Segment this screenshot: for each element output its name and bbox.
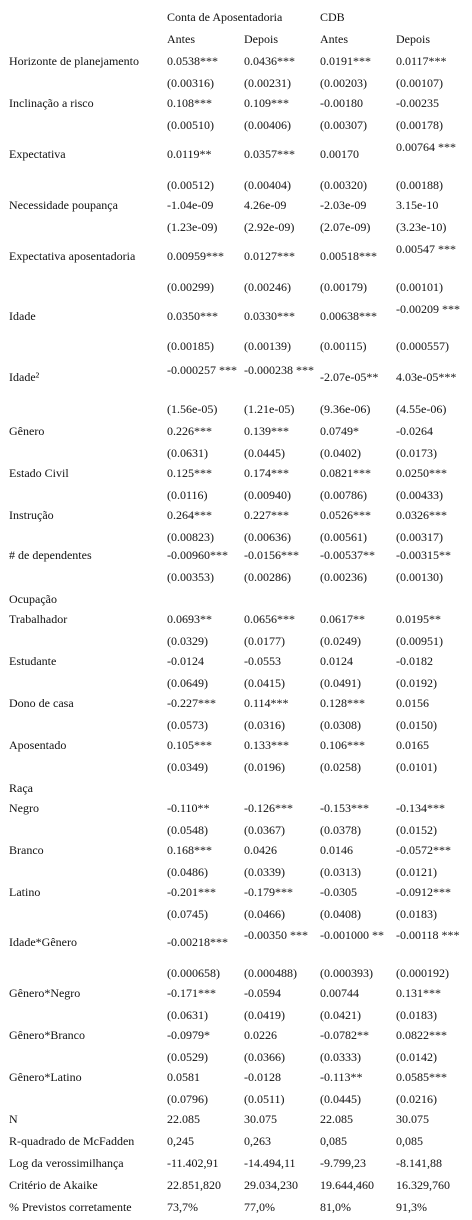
coefficient-cell: -0.00350 ***	[244, 928, 308, 942]
coefficient-cell: -0.00315**	[396, 548, 451, 562]
coefficient-cell: 73,7%	[167, 1200, 198, 1214]
coefficient-cell: 0.0191***	[320, 54, 371, 68]
row-label-aposentado: Aposentado	[9, 738, 67, 752]
coefficient-cell: -0.0594	[244, 986, 281, 1000]
std-error-cell: (0.0329)	[167, 634, 208, 648]
std-error-cell: (0.0116)	[167, 488, 208, 502]
std-error-cell: (0.00286)	[244, 570, 291, 584]
coefficient-cell: -0.0124	[167, 654, 204, 668]
row-label-latino: Latino	[9, 885, 41, 899]
coefficient-cell: -2.03e-09	[320, 198, 367, 212]
std-error-cell: (1.23e-09)	[167, 220, 218, 234]
coefficient-cell: 0.00547 ***	[396, 242, 456, 256]
std-error-cell: (0.00320)	[320, 178, 367, 192]
row-label-estudante: Estudante	[9, 654, 57, 668]
coefficient-cell: 0.0749*	[320, 424, 359, 438]
std-error-cell: (0.0745)	[167, 907, 208, 921]
coefficient-cell: 29.034,230	[244, 1178, 298, 1192]
std-error-cell: (0.00404)	[244, 178, 291, 192]
std-error-cell: (0.00951)	[396, 634, 443, 648]
coefficient-cell: 0.0127***	[244, 249, 295, 263]
coefficient-cell: 0.109***	[244, 96, 289, 110]
std-error-cell: (0.0445)	[244, 446, 285, 460]
std-error-cell: (0.00317)	[396, 530, 443, 544]
coefficient-cell: 0.0357***	[244, 147, 295, 161]
coefficient-cell: -0.000257 ***	[167, 363, 237, 377]
coefficient-cell: 0.00959***	[167, 249, 224, 263]
std-error-cell: (0.0121)	[396, 865, 437, 879]
coefficient-cell: 0.0656***	[244, 612, 295, 626]
coefficient-cell: 0.0821***	[320, 466, 371, 480]
std-error-cell: (0.0631)	[167, 1008, 208, 1022]
coefficient-cell: 0.0822***	[396, 1028, 447, 1042]
row-label-horizonte-de-planejamento: Horizonte de planejamento	[9, 54, 139, 68]
coefficient-cell: 0.0693**	[167, 612, 212, 626]
coefficient-cell: -0.0264	[396, 424, 433, 438]
std-error-cell: (0.0339)	[244, 865, 285, 879]
std-error-cell: (2.07e-09)	[320, 220, 371, 234]
std-error-cell: (0.0177)	[244, 634, 285, 648]
coefficient-cell: -0.0782**	[320, 1028, 369, 1042]
std-error-cell: (0.0366)	[244, 1050, 285, 1064]
coefficient-cell: -0.110**	[167, 801, 210, 815]
coefficient-cell: 0.114***	[244, 696, 289, 710]
coefficient-cell: 0.0156	[396, 696, 429, 710]
std-error-cell: (0.0173)	[396, 446, 437, 460]
coefficient-cell: -0.0128	[244, 1070, 281, 1084]
row-label-instrucao: Instrução	[9, 508, 54, 522]
row-label-ocupacao: Ocupação	[9, 592, 57, 606]
std-error-cell: (0.0466)	[244, 907, 285, 921]
std-error-cell: (0.00130)	[396, 570, 443, 584]
std-error-cell: (0.00101)	[396, 280, 443, 294]
std-error-cell: (0.00179)	[320, 280, 367, 294]
coefficient-cell: -0.00537**	[320, 548, 375, 562]
std-error-cell: (0.0142)	[396, 1050, 437, 1064]
coefficient-cell: 0.131***	[396, 986, 441, 1000]
row-label-de-dependentes: # de dependentes	[9, 548, 92, 562]
row-label-expectativa-aposentadoria: Expectativa aposentadoria	[9, 249, 136, 263]
std-error-cell: (0.00561)	[320, 530, 367, 544]
coefficient-cell: -0.00235	[396, 96, 439, 110]
coefficient-cell: 3.15e-10	[396, 198, 439, 212]
coefficient-cell: 77,0%	[244, 1200, 275, 1214]
coefficient-cell: -8.141,88	[396, 1156, 442, 1170]
coefficient-cell: -0.113**	[320, 1070, 363, 1084]
coefficient-cell: 0.174***	[244, 466, 289, 480]
coefficient-cell: -0.00209 ***	[396, 302, 460, 316]
std-error-cell: (0.00316)	[167, 76, 214, 90]
std-error-cell: (0.0313)	[320, 865, 361, 879]
std-error-cell: (0.00510)	[167, 118, 214, 132]
coefficient-cell: 0.0617**	[320, 612, 365, 626]
coefficient-cell: 0.139***	[244, 424, 289, 438]
subheader-depois-1: Depois	[244, 32, 278, 46]
coefficient-cell: -0.0553	[244, 654, 281, 668]
std-error-cell: (0.0192)	[396, 676, 437, 690]
coefficient-cell: -0.179***	[244, 885, 293, 899]
row-label-idade-genero: Idade*Gênero	[9, 935, 77, 949]
std-error-cell: (0.0796)	[167, 1092, 208, 1106]
std-error-cell: (0.00107)	[396, 76, 443, 90]
std-error-cell: (0.00406)	[244, 118, 291, 132]
std-error-cell: (0.0419)	[244, 1008, 285, 1022]
std-error-cell: (0.0249)	[320, 634, 361, 648]
std-error-cell: (0.0631)	[167, 446, 208, 460]
coefficient-cell: -0.0182	[396, 654, 433, 668]
row-label-genero-latino: Gênero*Latino	[9, 1070, 82, 1084]
std-error-cell: (0.00246)	[244, 280, 291, 294]
coefficient-cell: 0.108***	[167, 96, 212, 110]
coefficient-cell: -0.126***	[244, 801, 293, 815]
std-error-cell: (0.0333)	[320, 1050, 361, 1064]
std-error-cell: (0.00433)	[396, 488, 443, 502]
coefficient-cell: 0.105***	[167, 738, 212, 752]
coefficient-cell: 0.0585***	[396, 1070, 447, 1084]
std-error-cell: (0.00203)	[320, 76, 367, 90]
std-error-cell: (0.0486)	[167, 865, 208, 879]
coefficient-cell: 0.0330***	[244, 309, 295, 323]
coefficient-cell: 0.00518***	[320, 249, 377, 263]
coefficient-cell: 0.0165	[396, 738, 429, 752]
group-header-cdb: CDB	[320, 10, 345, 24]
row-label-genero: Gênero	[9, 424, 45, 438]
coefficient-cell: -2.07e-05**	[320, 370, 379, 384]
coefficient-cell: 0,263	[244, 1134, 271, 1148]
coefficient-cell: 22.085	[320, 1112, 353, 1126]
coefficient-cell: 4.26e-09	[244, 198, 287, 212]
coefficient-cell: -0.00218***	[167, 935, 228, 949]
row-label-idade: Idade	[9, 309, 36, 323]
std-error-cell: (0.0216)	[396, 1092, 437, 1106]
coefficient-cell: 30.075	[396, 1112, 429, 1126]
coefficient-cell: 22.851,820	[167, 1178, 221, 1192]
std-error-cell: (0.000192)	[396, 966, 449, 980]
coefficient-cell: 0.0350***	[167, 309, 218, 323]
std-error-cell: (9.36e-06)	[320, 402, 371, 416]
std-error-cell: (3.23e-10)	[396, 220, 447, 234]
subheader-antes-2: Antes	[320, 32, 348, 46]
coefficient-cell: 0.0226	[244, 1028, 277, 1042]
coefficient-cell: -14.494,11	[244, 1156, 296, 1170]
std-error-cell: (4.55e-06)	[396, 402, 447, 416]
std-error-cell: (0.00786)	[320, 488, 367, 502]
coefficient-cell: -9.799,23	[320, 1156, 366, 1170]
std-error-cell: (0.0308)	[320, 718, 361, 732]
coefficient-cell: 0.106***	[320, 738, 365, 752]
coefficient-cell: 0.128***	[320, 696, 365, 710]
std-error-cell: (0.0402)	[320, 446, 361, 460]
std-error-cell: (0.0378)	[320, 823, 361, 837]
coefficient-cell: 0.0538***	[167, 54, 218, 68]
coefficient-cell: -0.0156***	[244, 548, 299, 562]
coefficient-cell: 0.226***	[167, 424, 212, 438]
row-label-estado-civil: Estado Civil	[9, 466, 69, 480]
std-error-cell: (0.0408)	[320, 907, 361, 921]
std-error-cell: (0.0511)	[244, 1092, 285, 1106]
coefficient-cell: -0.000238 ***	[244, 363, 314, 377]
std-error-cell: (0.0445)	[320, 1092, 361, 1106]
coefficient-cell: 0.00764 ***	[396, 140, 456, 154]
std-error-cell: (0.00115)	[320, 339, 367, 353]
std-error-cell: (0.00636)	[244, 530, 291, 544]
coefficient-cell: 0.0250***	[396, 466, 447, 480]
coefficient-cell: 0.227***	[244, 508, 289, 522]
std-error-cell: (0.0183)	[396, 1008, 437, 1022]
row-label-genero-negro: Gênero*Negro	[9, 986, 81, 1000]
coefficient-cell: 0,245	[167, 1134, 194, 1148]
std-error-cell: (0.0415)	[244, 676, 285, 690]
coefficient-cell: 0.00170	[320, 147, 359, 161]
std-error-cell: (0.0196)	[244, 760, 285, 774]
row-label-r-quadrado-de-mcfadden: R-quadrado de McFadden	[9, 1134, 135, 1148]
coefficient-cell: 91,3%	[396, 1200, 427, 1214]
coefficient-cell: 0.0326***	[396, 508, 447, 522]
coefficient-cell: 0.0526***	[320, 508, 371, 522]
std-error-cell: (1.56e-05)	[167, 402, 218, 416]
coefficient-cell: 0.125***	[167, 466, 212, 480]
coefficient-cell: -0.227***	[167, 696, 216, 710]
std-error-cell: (0.00940)	[244, 488, 291, 502]
std-error-cell: (0.0349)	[167, 760, 208, 774]
coefficient-cell: -0.00118 ***	[396, 928, 460, 942]
coefficient-cell: 0.0426	[244, 843, 277, 857]
row-label-inclinacao-a-risco: Inclinação a risco	[9, 96, 94, 110]
std-error-cell: (0.00353)	[167, 570, 214, 584]
std-error-cell: (0.0529)	[167, 1050, 208, 1064]
std-error-cell: (0.0316)	[244, 718, 285, 732]
row-label-branco: Branco	[9, 843, 44, 857]
std-error-cell: (1.21e-05)	[244, 402, 295, 416]
coefficient-cell: 0.0146	[320, 843, 353, 857]
coefficient-cell: 0,085	[396, 1134, 423, 1148]
coefficient-cell: -11.402,91	[167, 1156, 219, 1170]
row-label-log-da-verossimilhanca: Log da verossimilhança	[9, 1156, 124, 1170]
coefficient-cell: -0.00180	[320, 96, 363, 110]
std-error-cell: (0.000488)	[244, 966, 297, 980]
row-label-previstos-corretamente: % Previstos corretamente	[9, 1200, 132, 1214]
coefficient-cell: 0.00744	[320, 986, 359, 1000]
coefficient-cell: -0.001000 **	[320, 928, 384, 942]
coefficient-cell: 0.0436***	[244, 54, 295, 68]
coefficient-cell: 0.0581	[167, 1070, 200, 1084]
row-label-dono-de-casa: Dono de casa	[9, 696, 74, 710]
std-error-cell: (0.00185)	[167, 339, 214, 353]
coefficient-cell: 0.0195**	[396, 612, 441, 626]
row-label-necessidade-poupanca: Necessidade poupança	[9, 198, 118, 212]
coefficient-cell: -0.00960***	[167, 548, 228, 562]
coefficient-cell: 0.0117***	[396, 54, 447, 68]
std-error-cell: (0.0101)	[396, 760, 437, 774]
coefficient-cell: 81,0%	[320, 1200, 351, 1214]
std-error-cell: (0.00231)	[244, 76, 291, 90]
coefficient-cell: -0.153***	[320, 801, 369, 815]
coefficient-cell: 0.0119**	[167, 147, 212, 161]
std-error-cell: (0.000658)	[167, 966, 220, 980]
std-error-cell: (0.0150)	[396, 718, 437, 732]
row-label-negro: Negro	[9, 801, 39, 815]
std-error-cell: (0.0183)	[396, 907, 437, 921]
coefficient-cell: -0.201***	[167, 885, 216, 899]
row-label-expectativa: Expectativa	[9, 147, 66, 161]
coefficient-cell: 0.00638***	[320, 309, 377, 323]
std-error-cell: (0.00188)	[396, 178, 443, 192]
std-error-cell: (0.0491)	[320, 676, 361, 690]
std-error-cell: (0.00236)	[320, 570, 367, 584]
coefficient-cell: -0.134***	[396, 801, 445, 815]
std-error-cell: (0.0367)	[244, 823, 285, 837]
coefficient-cell: 4.03e-05***	[396, 370, 457, 384]
coefficient-cell: 30.075	[244, 1112, 277, 1126]
std-error-cell: (0.00139)	[244, 339, 291, 353]
std-error-cell: (0.00512)	[167, 178, 214, 192]
coefficient-cell: 0.168***	[167, 843, 212, 857]
std-error-cell: (0.00307)	[320, 118, 367, 132]
coefficient-cell: -0.0572***	[396, 843, 451, 857]
subheader-depois-2: Depois	[396, 32, 430, 46]
std-error-cell: (0.000557)	[396, 339, 449, 353]
row-label-criterio-de-akaike: Critério de Akaike	[9, 1178, 98, 1192]
coefficient-cell: 0.0124	[320, 654, 353, 668]
std-error-cell: (0.000393)	[320, 966, 373, 980]
coefficient-cell: -1.04e-09	[167, 198, 214, 212]
coefficient-cell: 0.264***	[167, 508, 212, 522]
row-label-n: N	[9, 1112, 18, 1126]
coefficient-cell: 19.644,460	[320, 1178, 374, 1192]
std-error-cell: (0.0258)	[320, 760, 361, 774]
row-label-genero-branco: Gênero*Branco	[9, 1028, 85, 1042]
row-label-trabalhador: Trabalhador	[9, 612, 68, 626]
std-error-cell: (0.00823)	[167, 530, 214, 544]
coefficient-cell: -0.171***	[167, 986, 216, 1000]
coefficient-cell: 0,085	[320, 1134, 347, 1148]
std-error-cell: (2.92e-09)	[244, 220, 295, 234]
subheader-antes-1: Antes	[167, 32, 195, 46]
coefficient-cell: 0.133***	[244, 738, 289, 752]
coefficient-cell: -0.0979*	[167, 1028, 210, 1042]
group-header-retirement-account: Conta de Aposentadoria	[167, 10, 283, 24]
std-error-cell: (0.0548)	[167, 823, 208, 837]
coefficient-cell: 22.085	[167, 1112, 200, 1126]
std-error-cell: (0.00299)	[167, 280, 214, 294]
row-label-raca: Raça	[9, 781, 33, 795]
row-label-idade: Idade²	[9, 370, 40, 384]
std-error-cell: (0.0573)	[167, 718, 208, 732]
coefficient-cell: -0.0305	[320, 885, 357, 899]
std-error-cell: (0.0649)	[167, 676, 208, 690]
coefficient-cell: -0.0912***	[396, 885, 451, 899]
std-error-cell: (0.0421)	[320, 1008, 361, 1022]
std-error-cell: (0.0152)	[396, 823, 437, 837]
std-error-cell: (0.00178)	[396, 118, 443, 132]
coefficient-cell: 16.329,760	[396, 1178, 450, 1192]
